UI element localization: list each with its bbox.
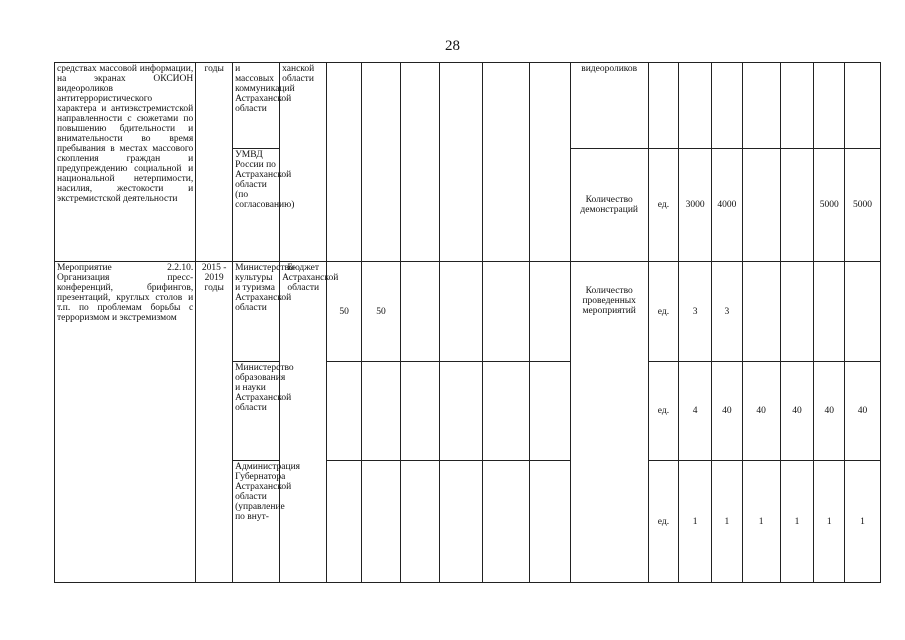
program-table xyxy=(54,62,881,583)
row2-value: 40 xyxy=(814,362,845,461)
row1-value-a xyxy=(712,63,743,149)
row2-value: 3 xyxy=(679,262,712,362)
row1-executor-a: и массовых коммуникаций Астраханской области xyxy=(233,63,280,149)
row1-funding-cell xyxy=(439,63,482,262)
row1-funding-cell xyxy=(362,63,401,262)
row1-executor-b: УМВД России по Астраханской области (по согласованию) xyxy=(233,149,280,262)
row2-funding xyxy=(400,262,439,362)
row1-value-a xyxy=(679,63,712,149)
row1-period: годы xyxy=(196,63,233,262)
row2-value: 40 xyxy=(712,362,743,461)
row1-unit-b: ед. xyxy=(648,149,679,262)
row2-executor: Администрация Губернатора Астраханской области (управление по внут- xyxy=(233,461,280,583)
row2-funding xyxy=(529,262,570,362)
row1-funding-cell xyxy=(529,63,570,262)
row2-funding xyxy=(482,362,529,461)
row1-indicator-a: видеороликов xyxy=(570,63,648,149)
row2-indicator: Количество проведенных мероприятий xyxy=(570,262,648,583)
row2-value: 4 xyxy=(679,362,712,461)
row2-value: 40 xyxy=(845,362,881,461)
row2-funding: 50 xyxy=(362,262,401,362)
row2-value: 1 xyxy=(814,461,845,583)
row2-value: 1 xyxy=(742,461,780,583)
row1-funding-cell xyxy=(327,63,362,262)
row2-value: 40 xyxy=(780,362,814,461)
row2-funding xyxy=(327,461,362,583)
row2-value: 3 xyxy=(712,262,743,362)
row2-funding xyxy=(529,362,570,461)
row1-value xyxy=(780,149,814,262)
row1-value-a xyxy=(845,63,881,149)
row2-unit: ед. xyxy=(648,461,679,583)
row2-funding xyxy=(529,461,570,583)
row1-funding-cell xyxy=(400,63,439,262)
row1-indicator-b: Количество демонстраций xyxy=(570,149,648,262)
row2-value xyxy=(780,262,814,362)
row2-funding xyxy=(362,362,401,461)
row2-value: 40 xyxy=(742,362,780,461)
row1-source: ханской области xyxy=(280,63,327,262)
row2-funding xyxy=(482,262,529,362)
row1-value: 4000 xyxy=(712,149,743,262)
row2-unit: ед. xyxy=(648,362,679,461)
row2-funding xyxy=(362,461,401,583)
row2-executor: Министерство культуры и туризма Астраханской области xyxy=(233,262,280,362)
row1-value: 5000 xyxy=(814,149,845,262)
row2-executor: Министерство образования и науки Астраханской области xyxy=(233,362,280,461)
row2-description: Мероприятие 2.2.10. Организация пресс-конференций, брифингов, презентаций, круглых столов и т.п. по проблемам борьбы с терроризмом и экстремизмом xyxy=(55,262,196,583)
row2-value: 1 xyxy=(780,461,814,583)
row1-funding-cell xyxy=(482,63,529,262)
row2-funding xyxy=(400,461,439,583)
row2-value: 1 xyxy=(679,461,712,583)
row2-funding xyxy=(400,362,439,461)
row1-value: 5000 xyxy=(845,149,881,262)
row1-description: средствах массовой информации, на экранах ОКСИОН видеороликов антитеррористического характера и антиэкстремистской направленности с сюжетами по повышению бдительности и внимательности во время пребывания в местах массового скопления граждан и предупреждению социальной и национальной нетерпимости, насилия, жестокости и экстремистской деятельности xyxy=(55,63,196,262)
row2-funding: 50 xyxy=(327,262,362,362)
row2-funding xyxy=(482,461,529,583)
row2-funding xyxy=(439,362,482,461)
row2-value xyxy=(845,262,881,362)
row2-unit: ед. xyxy=(648,262,679,362)
row1-unit-a xyxy=(648,63,679,149)
row1-value-a xyxy=(780,63,814,149)
row1-value xyxy=(742,149,780,262)
row2-period: 2015 - 2019 годы xyxy=(196,262,233,583)
row2-funding xyxy=(327,362,362,461)
row2-value xyxy=(742,262,780,362)
row2-value xyxy=(814,262,845,362)
row2-value: 1 xyxy=(845,461,881,583)
row1-value-a xyxy=(814,63,845,149)
row2-funding xyxy=(439,262,482,362)
page-number: 28 xyxy=(445,38,460,54)
row1-value: 3000 xyxy=(679,149,712,262)
row2-source: Бюджет Астраханской области xyxy=(280,262,327,583)
row1-value-a xyxy=(742,63,780,149)
row2-funding xyxy=(439,461,482,583)
row2-value: 1 xyxy=(712,461,743,583)
